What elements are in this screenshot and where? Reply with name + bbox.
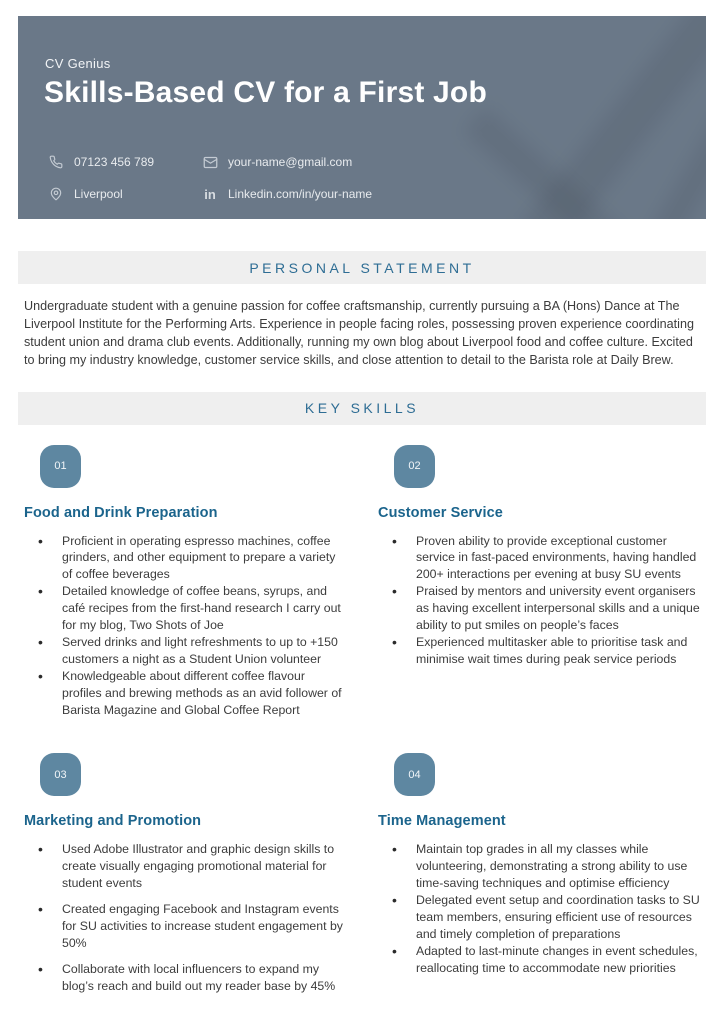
skill-bullet-list	[24, 841, 346, 995]
decorative-diagonal-shape	[463, 106, 679, 219]
contact-email	[202, 154, 372, 170]
skill-title: Food and Drink Preparation	[24, 504, 218, 521]
skill-bullet: • Knowledgeable about different coffee flavour profiles and brewing methods as an avid follower of Barista Magazine and Global Coffee Report	[38, 668, 346, 719]
skill-bullet: • Proven ability to provide exceptional customer service in fast-paced environments, having handled 200+ interactions per evening at busy SU events	[392, 533, 700, 584]
skill-card-marketing-and-promotion	[24, 753, 346, 1011]
skill-number-badge: 04	[394, 753, 435, 796]
skill-bullet-list	[378, 533, 700, 669]
decorative-diagonal-shape	[618, 112, 706, 219]
skill-card-customer-service	[378, 445, 700, 720]
contact-linkedin	[202, 186, 372, 202]
brand-name: CV Genius	[45, 56, 111, 71]
key-skills-heading-band	[18, 392, 706, 425]
skill-bullet: • Praised by mentors and university event organisers as having excellent interpersonal skills and a unique ability to put smiles on people’s faces	[392, 583, 700, 634]
skill-title: Customer Service	[378, 504, 503, 521]
cv-header	[18, 16, 706, 219]
skill-bullet: • Proficient in operating espresso machines, coffee grinders, and other equipment to prepare a variety of coffee beverages	[38, 533, 346, 584]
contact-linkedin-text: Linkedin.com/in/your-name	[228, 187, 373, 201]
contact-info	[48, 154, 372, 202]
skill-bullet: • Detailed knowledge of coffee beans, syrups, and café recipes from the first-hand research I carry out for my blog, Two Shots of Joe	[38, 583, 346, 634]
contact-phone	[48, 154, 180, 170]
contact-email-text: your-name@gmail.com	[228, 155, 353, 169]
skill-number-badge: 01	[40, 445, 81, 488]
skill-card-time-management	[378, 753, 700, 1011]
skill-bullet: • Adapted to last-minute changes in event schedules, reallocating time to accommodate new priorities	[392, 943, 700, 977]
location-icon	[48, 186, 64, 202]
personal-statement-heading-band	[18, 251, 706, 284]
skill-number-badge: 02	[394, 445, 435, 488]
skill-bullet: • Served drinks and light refreshments to up to +150 customers a night as a Student Union volunteer	[38, 634, 346, 668]
skill-number-badge: 03	[40, 753, 81, 796]
key-skills-section	[0, 392, 724, 1012]
skill-title: Marketing and Promotion	[24, 813, 202, 830]
skills-grid	[24, 445, 700, 1012]
skill-bullet: • Collaborate with local influencers to expand my blog’s reach and build out my reader base by 45%	[38, 961, 346, 995]
linkedin-icon: in	[204, 186, 216, 202]
phone-icon	[48, 154, 64, 170]
contact-location-text: Liverpool	[74, 187, 123, 201]
skill-bullet: • Used Adobe Illustrator and graphic design skills to create visually engaging promotional material for student events	[38, 841, 346, 892]
skill-title: Time Management	[378, 813, 506, 830]
key-skills-heading: KEY SKILLS	[304, 400, 420, 416]
skill-bullet-list	[378, 841, 700, 977]
contact-phone-text: 07123 456 789	[74, 155, 155, 169]
skill-bullet: • Experienced multitasker able to prioritise task and minimise wait times during peak service periods	[392, 634, 700, 668]
contact-location	[48, 186, 180, 202]
skill-bullet-list	[24, 533, 346, 720]
skill-bullet: • Maintain top grades in all my classes while volunteering, demonstrating a strong ability to use time-saving techniques and optimise efficiency	[392, 841, 700, 892]
skill-bullet: • Created engaging Facebook and Instagram events for SU activities to increase student engagement by 50%	[38, 901, 346, 952]
skill-bullet: • Delegated event setup and coordination tasks to SU team members, ensuring efficient use of resources and timely completion of preparations	[392, 892, 700, 943]
page-title: Skills-Based CV for a First Job	[44, 76, 487, 109]
decorative-diagonal-shape	[518, 16, 706, 219]
skill-card-food-and-drink	[24, 445, 346, 720]
personal-statement-body: Undergraduate student with a genuine passion for coffee craftsmanship, currently pursuing a BA (Hons) Dance at The Liverpool Institute for the Performing Arts. Experience in people facing roles, possessing proven experience coordinating student union and drama club events. Additionally, running my own blog about Liverpool food and coffee culture. Excited to bring my industry knowledge, customer service skills, and close attention to detail to the Barista role at Daily Brew.	[24, 299, 694, 368]
personal-statement-section	[0, 251, 724, 370]
personal-statement-heading: PERSONAL STATEMENT	[249, 259, 475, 276]
email-icon	[202, 154, 218, 170]
